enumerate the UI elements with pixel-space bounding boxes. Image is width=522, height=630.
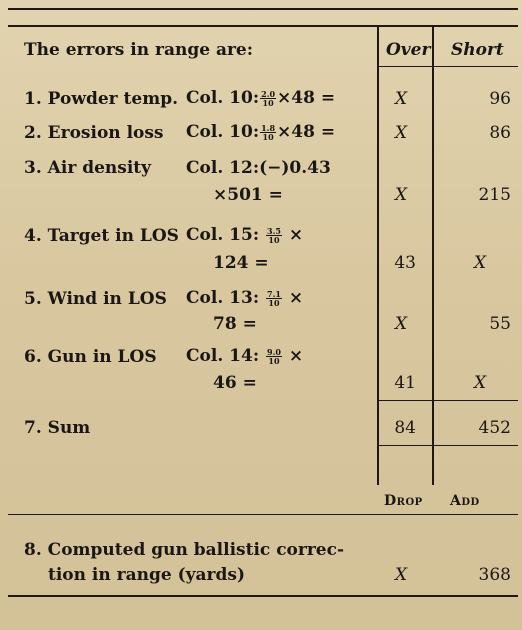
table-cell-over: X [395,89,408,109]
sum-short: 452 [478,418,511,438]
final-drop: X [395,565,408,585]
table-cell-short: 55 [489,314,511,334]
final-add: 368 [478,565,511,585]
table-row-formula-line1: Col. 12:(−)0.43 [186,158,331,178]
table-row-item: 1. Powder temp. [24,89,179,109]
table-row-formula: Col. 15: $\frac{3.5}{10}$ × [186,225,304,245]
table-row-item: 4. Target in LOS [24,226,179,246]
final-label-line2: tion in range (yards) [48,565,246,585]
table-cell-short: 215 [478,185,511,205]
sum-label: 7. Sum [24,418,91,438]
table-heading: The errors in range are: [24,40,254,60]
table-cell-short: X [474,373,487,393]
table-cell-over: X [395,314,408,334]
sum-underline [377,445,518,446]
table-row-item: 3. Air density [24,158,152,178]
table-cell-over: 41 [394,373,416,393]
table-row-formula-line2: 124 = [213,253,269,273]
column-header-over: Over [386,40,431,60]
top-rule [8,8,518,10]
table-row-formula-line2: ×501 = [213,185,283,205]
header-rule [8,25,518,27]
column-header-short: Short [451,40,504,60]
table-cell-over: X [395,185,408,205]
table-row-formula: Col. 10: $\frac{1.8}{10}$ ×48 = [186,122,336,142]
table-row-formula-line2: 78 = [213,314,257,334]
table-cell-short: X [474,253,487,273]
sum-over: 84 [394,418,416,438]
table-row-item: 2. Erosion loss [24,123,164,143]
table-row-item: 5. Wind in LOS [24,289,167,309]
table-cell-over: X [395,123,408,143]
column-divider-2 [432,25,434,485]
column-header-add: Add [450,493,480,509]
table-row-formula: Col. 10: $\frac{2.0}{10}$ ×48 = [186,88,336,108]
table-cell-short: 86 [489,123,511,143]
bottom-rule [8,595,518,597]
table-cell-over: 43 [394,253,416,273]
table-row-item: 6. Gun in LOS [24,347,157,367]
final-rule [8,514,518,515]
table-row-formula-line2: 46 = [213,373,257,393]
header-underline [377,66,518,67]
table-row-formula: Col. 14: $\frac{9.0}{10}$ × [186,346,304,366]
table-cell-short: 96 [489,89,511,109]
sum-rule [377,400,518,401]
column-divider-1 [377,25,379,485]
table-row-formula: Col. 13: $\frac{7.1}{10}$ × [186,288,304,308]
column-header-drop: Drop [384,493,423,509]
final-label-line1: 8. Computed gun ballistic correc- [24,540,345,560]
